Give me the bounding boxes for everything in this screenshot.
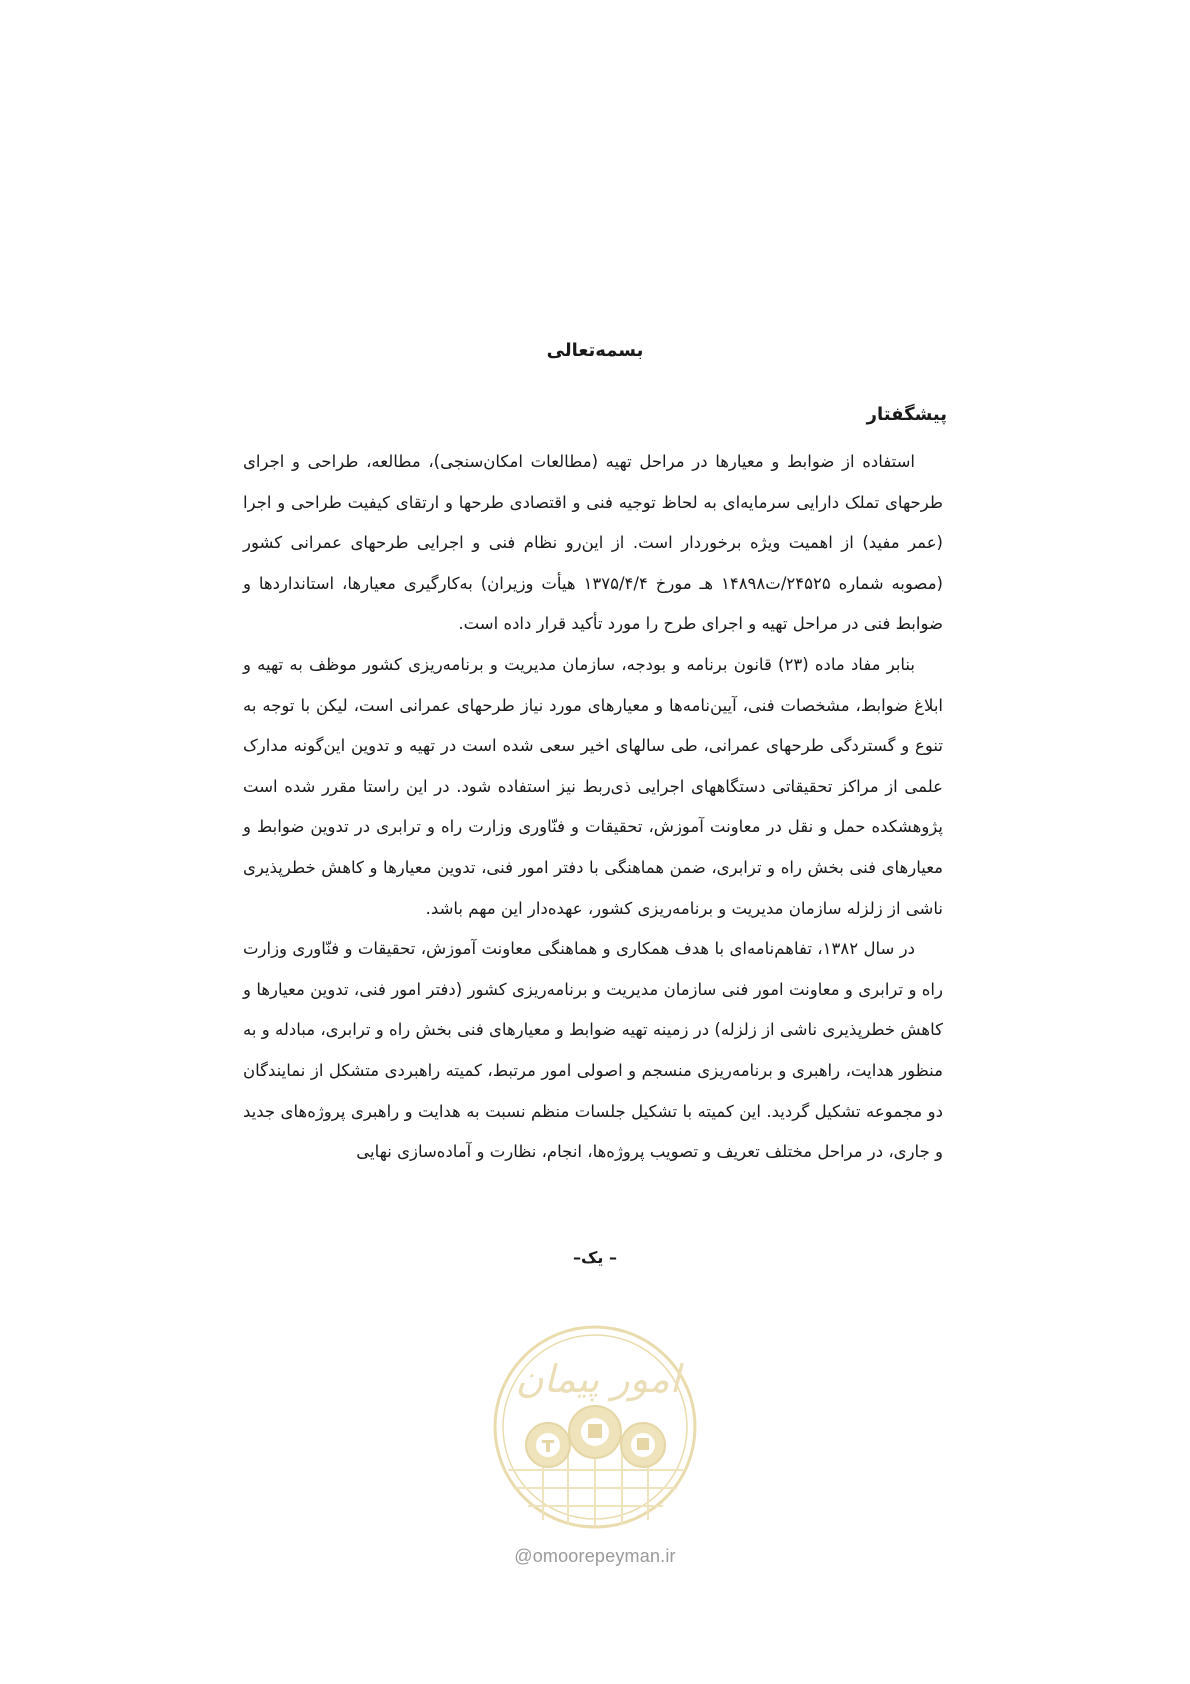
paragraph-3: در سال ۱۳۸۲، تفاهم‌نامه‌ای با هدف همکاری و هماهنگی معاونت آموزش، تحقیقات و فنّاوری وزارت راه و ترابری و معاونت امور فنی سازمان مدیریت و برنامه‌ریزی کشور (دفتر امور فنی، تدوین معیارها و کاهش خطرپذیری ناشی از زلزله) در زمینه تهیه ضوابط و معیارهای فنی بخش راه و ترابری، مبادله و به منظور هدایت، راهبری و برنامه‌ریزی منسجم و اصولی امور مرتبط، کمیته راهبردی متشکل از نمایندگان دو مجموعه تشکیل گردید. این کمیته با تشکیل جلسات منظم نسبت به هدایت و راهبری پروژه‌های جدید و جاری، در مراحل مختلف تعریف و تصویب پروژه‌ها، انجام، نظارت و آماده‌سازی نهایی [243, 939, 943, 1162]
watermark-url: @omoorepeyman.ir [514, 1546, 676, 1566]
body-text [243, 442, 943, 1173]
paragraph-1: استفاده از ضوابط و معیارها در مراحل تهیه (مطالعات امکان‌سنجی)، مطالعه، طراحی و اجرای طرحهای تملک دارایی سرمایه‌ای به لحاظ توجیه فنی و اقتصادی طرحها و ارتقای کیفیت طراحی و اجرا (عمر مفید) از اهمیت ویژه برخوردار است. از این‌رو نظام فنی و اجرایی طرحهای عمرانی کشور (مصوبه شماره ۲۴۵۲۵/ت۱۴۸۹۸ هـ مورخ ۱۳۷۵/۴/۴ هیأت وزیران) به‌کارگیری معیارها، استانداردها و ضوابط فنی در مراحل تهیه و اجرای طرح را مورد تأکید قرار داده است. [243, 452, 943, 634]
page-number: – یک– [573, 1248, 617, 1267]
watermark-logo-text: امور پیمان [515, 1357, 681, 1401]
paragraph-2: بنابر مفاد ماده (۲۳) قانون برنامه و بودجه، سازمان مدیریت و برنامه‌ریزی کشور موظف به تهیه و ابلاغ ضوابط، مشخصات فنی، آیین‌نامه‌ها و معیارهای مورد نیاز طرحهای عمرانی است، لیکن با توجه به تنوع و گستردگی طرحهای عمرانی، طی سالهای اخیر سعی شده است در تهیه و تدوین این‌گونه مدارک علمی از مراکز تحقیقاتی دستگاههای اجرایی ذی‌ربط نیز استفاده شود. در این راستا مقرر شده است پژوهشکده حمل و نقل در معاونت آموزش، تحقیقات و فنّاوری وزارت راه و ترابری در تدوین ضوابط و معیارهای فنی بخش راه و ترابری، ضمن هماهنگی با دفتر امور فنی، تدوین معیارها و کاهش خطرپذیری ناشی از زلزله سازمان مدیریت و برنامه‌ریزی کشور، عهده‌دار این مهم باشد. [243, 654, 943, 918]
invocation-heading: بسمه‌تعالی [546, 340, 644, 361]
preface-heading: پیشگفتار [866, 404, 947, 425]
watermark-logo [488, 1320, 703, 1535]
